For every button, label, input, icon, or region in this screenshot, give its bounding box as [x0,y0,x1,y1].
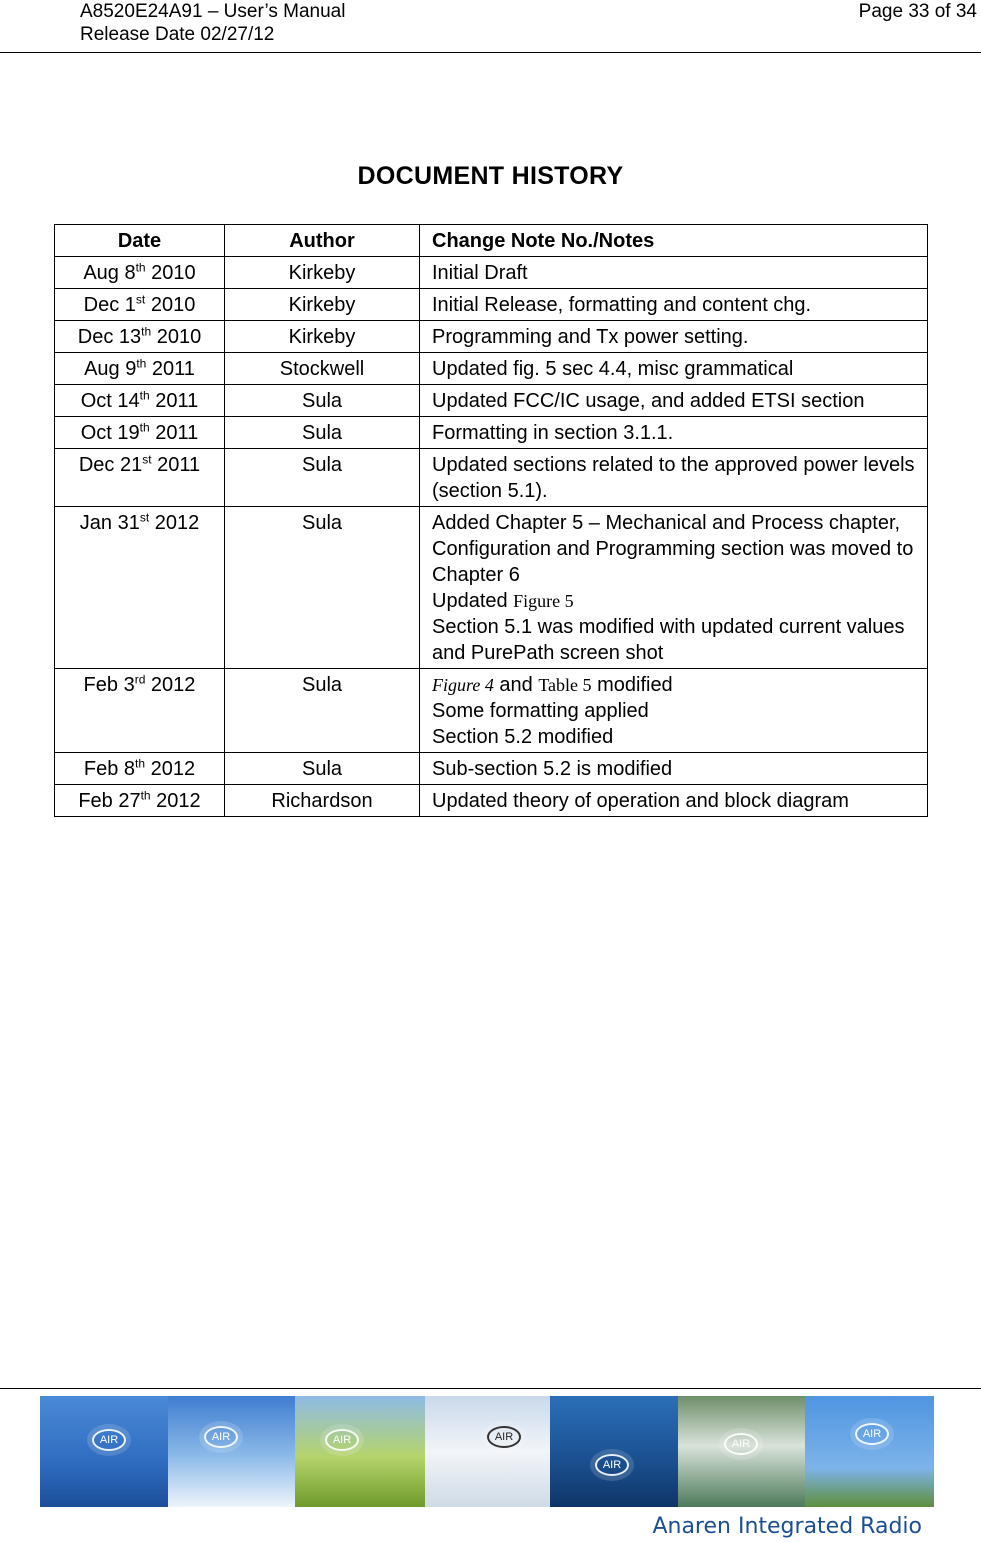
table-row [55,753,928,785]
notes-line: Programming and Tx power setting. [432,326,749,348]
notes-line: Updated theory of operation and block diagram [432,790,849,812]
banner-panel-skier [168,1396,295,1507]
date-cell [55,289,225,321]
notes-line [432,588,921,614]
banner-panel-cyclist [295,1396,425,1507]
notes-text: and [493,674,539,696]
date-text: Dec 21 [78,454,143,476]
notes-line: Updated FCC/IC usage, and added ETSI section [432,390,865,412]
figure-reference: Figure 4 [432,675,494,695]
author-cell: Sula [225,385,420,417]
air-badge-icon: AIR [855,1423,889,1445]
notes-cell [420,669,928,753]
date-cell [55,785,225,817]
date-text: Dec 1 [83,294,136,316]
air-badge-icon: AIR [724,1433,758,1455]
air-badge-icon: AIR [487,1426,521,1448]
date-cell [55,753,225,785]
page-title: DOCUMENT HISTORY [357,162,624,190]
date-text: Dec 13 [77,326,142,348]
date-cell [55,669,225,753]
banner-panel-kayaker [678,1396,805,1507]
air-badge-icon: AIR [595,1454,629,1476]
author-cell: Sula [225,417,420,449]
notes-cell [420,507,928,669]
author-cell: Sula [225,753,420,785]
date-text: Feb 3 [83,674,135,696]
author-cell: Kirkeby [225,289,420,321]
notes-text: Updated [432,590,514,612]
footer-banner [40,1396,934,1507]
table-row [55,321,928,353]
author-cell: Kirkeby [225,321,420,353]
date-ordinal: th [135,260,146,275]
date-column-header: Date [55,225,225,257]
author-cell: Kirkeby [225,257,420,289]
date-cell [55,257,225,289]
table-row [55,353,928,385]
notes-line: Added Chapter 5 – Mechanical and Process chapter, Configuration and Programming section was moved to Chapter 6 [432,512,914,586]
date-ordinal: st [142,452,152,467]
notes-line: Section 5.2 modified [432,726,614,748]
author-cell: Stockwell [225,353,420,385]
date-text: Oct 14 [80,390,140,412]
date-cell [55,385,225,417]
release-date: Release Date 02/27/12 [80,24,275,45]
date-text: Aug 9 [84,358,137,380]
figure-reference: Figure 5 [513,591,574,611]
table-row [55,449,928,507]
date-ordinal: th [140,788,151,803]
date-year: 2012 [145,758,196,780]
notes-line: Formatting in section 3.1.1. [432,422,674,444]
date-text: Oct 19 [80,422,140,444]
date-ordinal: st [135,292,146,307]
notes-cell [420,289,928,321]
author-column-header: Author [225,225,420,257]
notes-cell [420,385,928,417]
date-year: 2012 [149,512,200,534]
table-row [55,785,928,817]
notes-cell [420,785,928,817]
table-row [55,417,928,449]
page-header [0,0,981,53]
date-cell [55,353,225,385]
date-year: 2012 [145,674,196,696]
notes-cell [420,449,928,507]
date-ordinal: th [139,388,150,403]
table-header-row [55,225,928,257]
date-cell [55,449,225,507]
date-year: 2011 [149,422,199,444]
banner-panel-skydiver [40,1396,168,1507]
banner-panel-snowboarder [425,1396,550,1507]
air-badge-icon: AIR [204,1426,238,1448]
notes-text: modified [591,674,673,696]
notes-cell [420,353,928,385]
notes-line [432,672,921,698]
notes-line: Initial Draft [432,262,528,284]
date-text: Aug 8 [83,262,136,284]
author-cell: Sula [225,449,420,507]
date-cell [55,321,225,353]
date-year: 2011 [149,390,199,412]
date-ordinal: th [136,356,147,371]
date-text: Feb 27 [78,790,141,812]
author-cell: Sula [225,669,420,753]
date-ordinal: th [141,324,152,339]
date-text: Feb 8 [83,758,136,780]
notes-cell [420,257,928,289]
notes-line: Initial Release, formatting and content chg. [432,294,812,316]
table-row [55,257,928,289]
air-badge-icon: AIR [325,1429,359,1451]
date-ordinal: rd [134,672,146,687]
table-row [55,507,928,669]
table-row [55,385,928,417]
banner-panel-windsurfer [550,1396,678,1507]
date-ordinal: th [139,420,150,435]
date-year: 2010 [151,326,202,348]
date-ordinal: th [135,756,146,771]
notes-line: Some formatting applied [432,700,649,722]
notes-line: Updated fig. 5 sec 4.4, misc grammatical [432,358,794,380]
author-cell: Richardson [225,785,420,817]
notes-line: Section 5.1 was modified with updated current values and PurePath screen shot [432,616,905,664]
table-row [55,289,928,321]
notes-column-header: Change Note No./Notes [420,225,928,257]
air-badge-icon: AIR [92,1429,126,1451]
table-body [55,257,928,817]
author-cell: Sula [225,507,420,669]
banner-panel-skateboarder [805,1396,934,1507]
header-left [80,0,345,46]
brand-name: Anaren Integrated Radio [652,1514,922,1539]
notes-cell [420,417,928,449]
page-number: Page 33 of 34 [858,1,977,22]
notes-line: Updated sections related to the approved power levels (section 5.1). [432,454,915,502]
date-year: 2011 [151,454,201,476]
date-ordinal: st [139,510,150,525]
date-text: Jan 31 [79,512,140,534]
table-reference: Table 5 [538,675,592,695]
date-cell [55,417,225,449]
notes-cell [420,321,928,353]
date-year: 2010 [145,262,196,284]
notes-cell [420,753,928,785]
document-history-table [54,224,928,817]
date-year: 2010 [145,294,196,316]
date-cell [55,507,225,669]
date-year: 2011 [146,358,195,380]
table-row [55,669,928,753]
notes-line: Sub-section 5.2 is modified [432,758,673,780]
footer-divider [0,1388,981,1389]
date-year: 2012 [150,790,201,812]
doc-title: A8520E24A91 – User’s Manual [80,1,346,22]
